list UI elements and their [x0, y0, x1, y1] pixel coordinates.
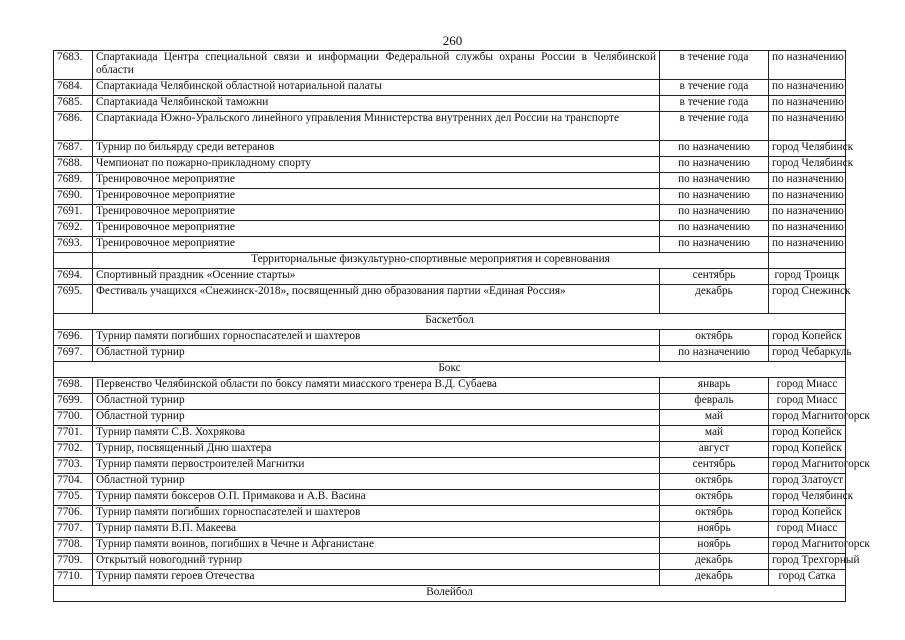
event-name: Турнир памяти погибших горноспасателей и шахтеров: [93, 330, 660, 346]
event-place: город Копейск: [769, 442, 846, 458]
row-number: 7695.: [54, 285, 93, 314]
table-row: [54, 570, 846, 586]
event-place: по назначению: [769, 189, 846, 205]
event-date: сентябрь: [660, 269, 769, 285]
event-place: город Чебаркуль: [769, 346, 846, 362]
event-name: Тренировочное мероприятие: [93, 237, 660, 253]
event-name: Турнир памяти первостроителей Магнитки: [93, 458, 660, 474]
table-row: [54, 394, 846, 410]
table-row: [54, 378, 846, 394]
table-row: [54, 51, 846, 80]
table-row: [54, 112, 846, 141]
event-date: по назначению: [660, 173, 769, 189]
event-name: Тренировочное мероприятие: [93, 189, 660, 205]
event-date: октябрь: [660, 490, 769, 506]
events-table: [53, 50, 870, 602]
event-name: Областной турнир: [93, 394, 660, 410]
event-place: город Челябинск: [769, 157, 846, 173]
event-name: Областной турнир: [93, 474, 660, 490]
event-date: май: [660, 426, 769, 442]
table-row: [54, 442, 846, 458]
table-row: [54, 173, 846, 189]
row-number: 7705.: [54, 490, 93, 506]
event-date: декабрь: [660, 554, 769, 570]
event-name: Открытый новогодний турнир: [93, 554, 660, 570]
event-place: по назначению: [769, 96, 846, 112]
event-date: по назначению: [660, 141, 769, 157]
section-heading-territorial: Территориальные физкультурно-спортивные мероприятия и соревнования: [93, 253, 769, 269]
row-number: 7690.: [54, 189, 93, 205]
row-number: 7683.: [54, 51, 93, 80]
event-date: август: [660, 442, 769, 458]
event-name: Спартакиада Челябинской таможни: [93, 96, 660, 112]
event-date: февраль: [660, 394, 769, 410]
event-place: город Миасс: [769, 522, 846, 538]
event-name: Областной турнир: [93, 346, 660, 362]
event-date: май: [660, 410, 769, 426]
table-row: [54, 426, 846, 442]
row-number: 7691.: [54, 205, 93, 221]
row-number: 7702.: [54, 442, 93, 458]
event-date: октябрь: [660, 506, 769, 522]
event-date: по назначению: [660, 205, 769, 221]
table-row: [54, 221, 846, 237]
event-date: по назначению: [660, 346, 769, 362]
event-date: по назначению: [660, 237, 769, 253]
table-row: [54, 554, 846, 570]
row-number: 7707.: [54, 522, 93, 538]
table-row: [54, 80, 846, 96]
event-date: в течение года: [660, 51, 769, 80]
blank-cell: [769, 253, 846, 269]
section-row-territorial: [54, 253, 846, 269]
table-row: [54, 474, 846, 490]
event-date: по назначению: [660, 189, 769, 205]
event-name: Спартакиада Челябинской областной нотариальной палаты: [93, 80, 660, 96]
event-name: Турнир по бильярду среди ветеранов: [93, 141, 660, 157]
table-row: [54, 189, 846, 205]
event-place: город Копейск: [769, 330, 846, 346]
table-row: [54, 522, 846, 538]
table-row: [54, 538, 846, 554]
row-number: 7710.: [54, 570, 93, 586]
event-place: по назначению: [769, 80, 846, 96]
event-name: Турнир памяти боксеров О.П. Примакова и А.В. Васина: [93, 490, 660, 506]
event-date: в течение года: [660, 80, 769, 96]
event-place: по назначению: [769, 173, 846, 189]
page-number: 260: [442, 33, 463, 48]
event-name: Турнир памяти воинов, погибших в Чечне и Афганистане: [93, 538, 660, 554]
event-place: город Миасс: [769, 394, 846, 410]
table-row: [54, 205, 846, 221]
event-date: ноябрь: [660, 522, 769, 538]
event-place: город Миасс: [769, 378, 846, 394]
row-number: 7688.: [54, 157, 93, 173]
table-row: [54, 506, 846, 522]
table-row: [54, 237, 846, 253]
event-place: по назначению: [769, 112, 846, 141]
row-number: 7697.: [54, 346, 93, 362]
row-number: 7692.: [54, 221, 93, 237]
event-date: сентябрь: [660, 458, 769, 474]
event-place: по назначению: [769, 221, 846, 237]
event-name: Чемпионат по пожарно-прикладному спорту: [93, 157, 660, 173]
event-name: Областной турнир: [93, 410, 660, 426]
event-date: октябрь: [660, 474, 769, 490]
event-name: Тренировочное мероприятие: [93, 205, 660, 221]
table-row: [54, 96, 846, 112]
blank-cell: [54, 253, 93, 269]
event-place: по назначению: [769, 51, 846, 80]
event-place: город Магнитогорск: [769, 458, 846, 474]
row-number: 7701.: [54, 426, 93, 442]
event-date: по назначению: [660, 157, 769, 173]
section-row-boxing: [54, 362, 846, 378]
event-place: город Копейск: [769, 426, 846, 442]
row-number: 7709.: [54, 554, 93, 570]
section-row-basketball: [54, 314, 846, 330]
event-date: октябрь: [660, 330, 769, 346]
event-name: Фестиваль учащихся «Снежинск-2018», посвященный дню образования партии «Единая Россия»: [93, 285, 660, 314]
row-number: 7686.: [54, 112, 93, 141]
row-number: 7708.: [54, 538, 93, 554]
table-row: [54, 157, 846, 173]
event-place: город Трехгорный: [769, 554, 846, 570]
table-row: [54, 346, 846, 362]
section-heading-boxing: Бокс: [54, 362, 846, 378]
event-date: в течение года: [660, 112, 769, 141]
table-row: [54, 141, 846, 157]
event-name: Тренировочное мероприятие: [93, 221, 660, 237]
event-place: город Златоуст: [769, 474, 846, 490]
section-heading-basketball: Баскетбол: [54, 314, 846, 330]
event-date: декабрь: [660, 285, 769, 314]
event-date: январь: [660, 378, 769, 394]
event-place: город Магнитогорск: [769, 410, 846, 426]
event-place: город Копейск: [769, 506, 846, 522]
row-number: 7696.: [54, 330, 93, 346]
event-place: город Снежинск: [769, 285, 846, 314]
event-name: Турнир памяти В.П. Макеева: [93, 522, 660, 538]
row-number: 7699.: [54, 394, 93, 410]
event-name: Первенство Челябинской области по боксу памяти миасского тренера В.Д. Субаева: [93, 378, 660, 394]
event-name: Спартакиада Южно-Уральского линейного управления Министерства внутренних дел России на транспорте: [93, 112, 660, 141]
event-date: декабрь: [660, 570, 769, 586]
row-number: 7698.: [54, 378, 93, 394]
event-place: город Челябинск: [769, 141, 846, 157]
event-name: Тренировочное мероприятие: [93, 173, 660, 189]
event-name: Спортивный праздник «Осенние старты»: [93, 269, 660, 285]
row-number: 7694.: [54, 269, 93, 285]
row-number: 7700.: [54, 410, 93, 426]
row-number: 7685.: [54, 96, 93, 112]
table-row: [54, 285, 846, 314]
table-row: [54, 330, 846, 346]
event-name: Турнир, посвященный Дню шахтера: [93, 442, 660, 458]
row-number: 7706.: [54, 506, 93, 522]
section-heading-volleyball: Волейбол: [54, 586, 846, 602]
event-place: город Троицк: [769, 269, 846, 285]
event-place: по назначению: [769, 237, 846, 253]
table-row: [54, 410, 846, 426]
event-name: Спартакиада Центра специальной связи и информации Федеральной службы охраны России в Челябинской области: [93, 51, 660, 80]
row-number: 7689.: [54, 173, 93, 189]
event-date: по назначению: [660, 221, 769, 237]
event-name: Турнир памяти погибших горноспасателей и шахтеров: [93, 506, 660, 522]
row-number: 7693.: [54, 237, 93, 253]
row-number: 7687.: [54, 141, 93, 157]
event-place: по назначению: [769, 205, 846, 221]
event-place: город Сатка: [769, 570, 846, 586]
table-row: [54, 269, 846, 285]
row-number: 7704.: [54, 474, 93, 490]
section-row-volleyball: [54, 586, 846, 602]
event-name: Турнир памяти героев Отечества: [93, 570, 660, 586]
event-name: Турнир памяти С.В. Хохрякова: [93, 426, 660, 442]
event-place: город Магнитогорск: [769, 538, 846, 554]
row-number: 7684.: [54, 80, 93, 96]
table-row: [54, 458, 846, 474]
event-date: ноябрь: [660, 538, 769, 554]
event-date: в течение года: [660, 96, 769, 112]
table-row: [54, 490, 846, 506]
event-place: город Челябинск: [769, 490, 846, 506]
row-number: 7703.: [54, 458, 93, 474]
